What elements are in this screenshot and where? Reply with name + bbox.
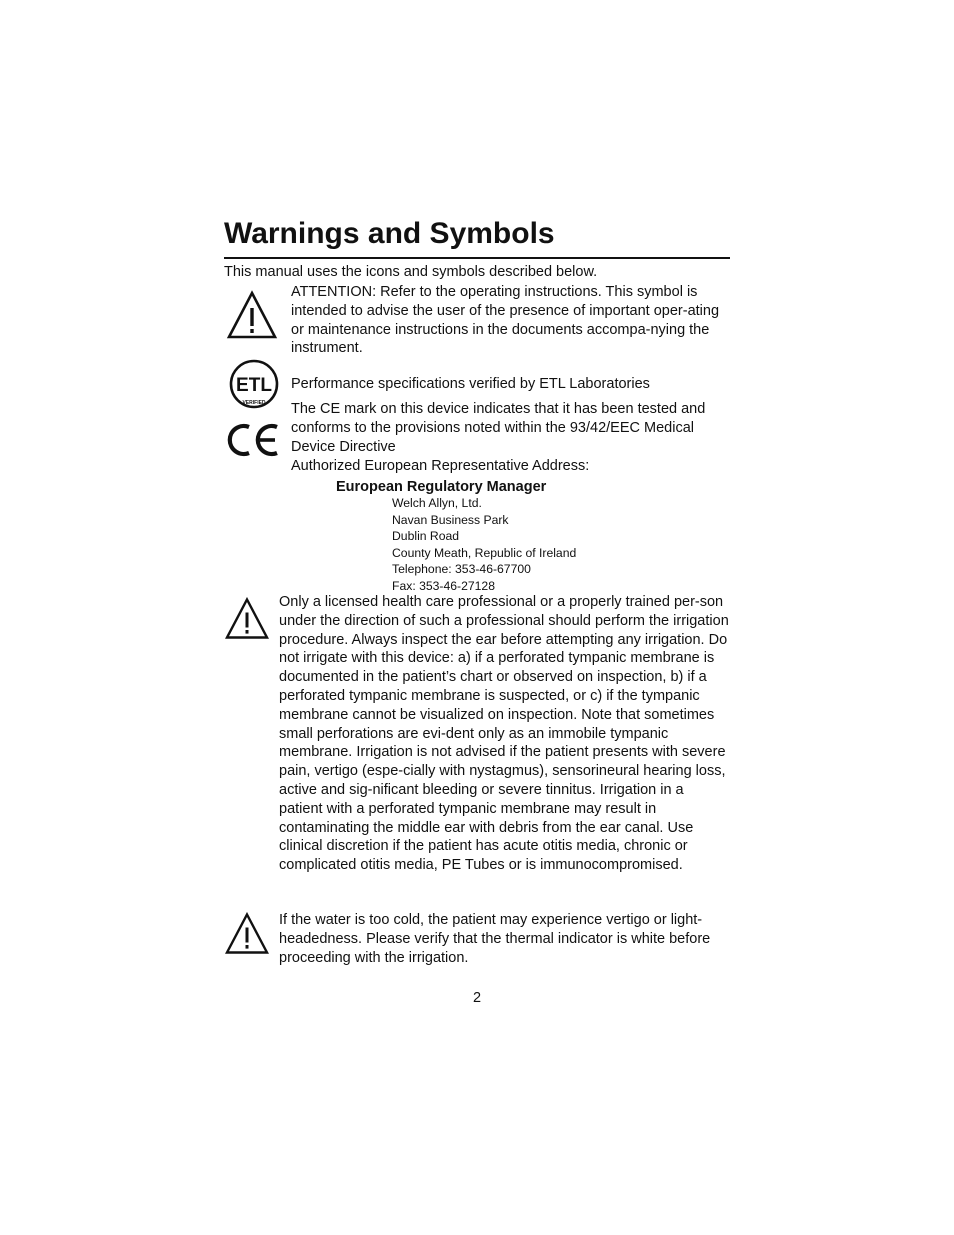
page-title: Warnings and Symbols (224, 212, 730, 259)
address-line: Dublin Road (392, 529, 460, 543)
address-line: Telephone: 353-46-67700 (392, 562, 531, 576)
svg-text:ETL: ETL (236, 375, 272, 396)
warning-triangle-icon (225, 912, 269, 955)
irrigation-warning-text: Only a licensed health care professional or a properly trained per-son under the direction of such a professional should perform the irrigation procedure. Always inspect the ear before attempting any irrigation. Do not irrigate with this device: a) if a perforated tympanic membrane is documented in the patient’s chart or observed on inspection, b) if a perforated tympanic membrane is suspected, or c) if the tympanic membrane cannot be visualized on inspection. Note that sometimes small perforations are evi-dent only as an immobile tympanic membrane. Irrigation is not advised if the patient presents with severe pain, vertigo (espe-cially with nystagmus), sensorineural hearing loss, active and sig-nificant bleeding or severe tinnitus. Irrigation in a patient with a perforated tympanic membrane may result in contaminating the middle ear with debris from the ear canal. Use clinical discretion if the patient has acute otitis media, chronic or complicated otitis media, PE Tubes or is immunocompromised. (279, 594, 729, 874)
ce-text: The CE mark on this device indicates that it has been tested and conforms to the provisions noted within the 93/42/EEC Medical Device Directive (291, 401, 706, 455)
address-line: Navan Business Park (392, 512, 509, 527)
attention-text: ATTENTION: Refer to the operating instructions. This symbol is intended to advise the user of the presence of important oper-ating or maintenance instructions in the documents accompa-nying the instrument. (291, 284, 720, 357)
warning-triangle-icon (226, 290, 278, 340)
ce-mark-icon (224, 421, 282, 459)
representative-title: European Regulatory Manager (336, 479, 547, 495)
svg-text:VERIFIED: VERIFIED (242, 400, 266, 406)
authorized-representative-heading: Authorized European Representative Address: (291, 458, 590, 474)
intro-text: This manual uses the icons and symbols described below. (224, 264, 598, 280)
address-line: County Meath, Republic of Ireland (392, 545, 577, 560)
address-line: Welch Allyn, Ltd. (392, 496, 482, 510)
representative-address (392, 495, 576, 594)
warning-triangle-icon (225, 597, 269, 640)
etl-text: Performance specifications verified by ETL Laboratories (291, 376, 650, 392)
address-line: Fax: 353-46-27128 (392, 578, 495, 593)
page-number: 2 (472, 990, 482, 1006)
cold-water-warning-text: If the water is too cold, the patient may experience vertigo or light-headedness. Please verify that the thermal indicator is white before proceeding with the irrigation. (279, 912, 711, 966)
etl-logo-icon (228, 358, 280, 410)
